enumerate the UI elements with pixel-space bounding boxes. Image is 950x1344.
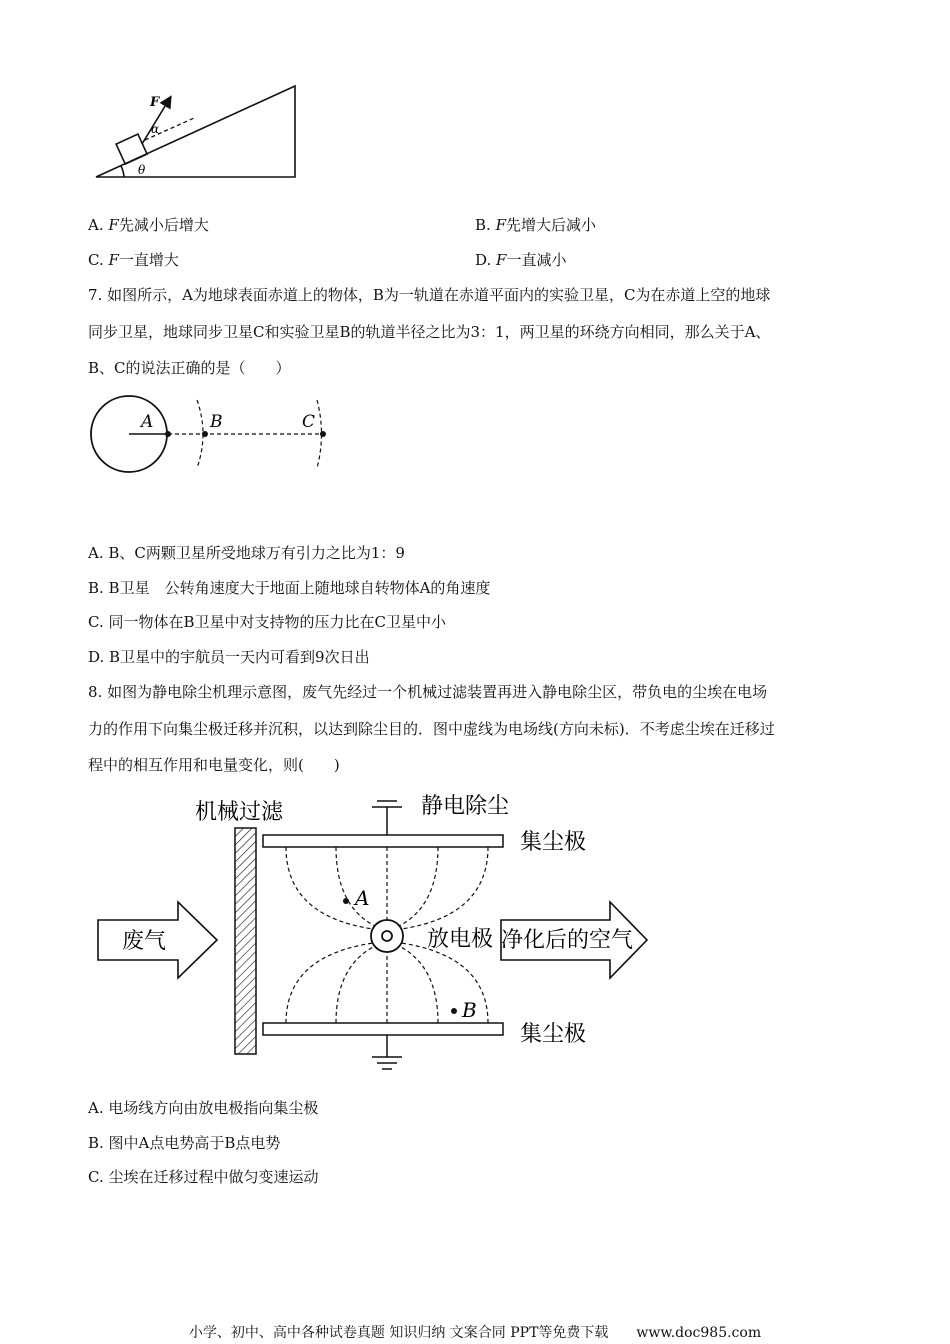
label-clean-air: 净化后的空气 xyxy=(501,928,634,953)
precipitator-figure xyxy=(90,786,670,1086)
label-waste-gas: 废气 xyxy=(122,929,167,954)
label-b: B xyxy=(210,412,223,432)
discharge-electrode-inner xyxy=(382,931,392,941)
point-b xyxy=(451,1008,457,1014)
q7-option-d[interactable]: D. B卫星中的宇航员一天内可看到9次日出 xyxy=(88,648,370,666)
mechanical-filter xyxy=(235,828,256,1054)
point-c xyxy=(320,431,326,437)
label-alpha: α xyxy=(151,122,160,136)
label-a: A xyxy=(355,886,370,910)
label-collector-bottom: 集尘极 xyxy=(520,1022,587,1047)
q6-option-a[interactable]: A. F先减小后增大 xyxy=(88,216,209,234)
label-electrostatic: 静电除尘 xyxy=(421,794,510,819)
q8-option-b[interactable]: B. 图中A点电势高于B点电势 xyxy=(88,1134,281,1152)
label-c: C xyxy=(302,412,316,432)
orbit-figure xyxy=(88,392,338,480)
label-collector-top: 集尘极 xyxy=(520,830,587,855)
label-theta: θ xyxy=(138,163,146,177)
theta-arc xyxy=(121,166,124,177)
collector-plate-bottom xyxy=(263,1023,503,1035)
discharge-electrode-outer xyxy=(371,920,403,952)
block xyxy=(116,134,147,164)
q6-option-d[interactable]: D. F一直减小 xyxy=(475,251,567,269)
footer-text: 小学、初中、高中各种试卷真题 知识归纳 文案合同 PPT等免费下载 www.doc985.com xyxy=(188,1325,762,1341)
label-discharge: 放电极 xyxy=(427,927,494,952)
label-F: F xyxy=(150,95,160,110)
q8-stem-line-3: 程中的相互作用和电量变化，则( ) xyxy=(88,756,340,774)
point-a xyxy=(343,898,349,904)
q7-stem-line-2: 同步卫星，地球同步卫星C和实验卫星B的轨道半径之比为3：1，两卫星的环绕方向相同，那么关于A、 xyxy=(88,323,771,341)
q7-option-a[interactable]: A. B、C两颗卫星所受地球万有引力之比为1：9 xyxy=(88,544,405,562)
q7-stem-line-3: B、C的说法正确的是（ ） xyxy=(88,359,291,377)
q7-option-c[interactable]: C. 同一物体在B卫星中对支持物的压力比在C卫星中小 xyxy=(88,613,446,631)
label-mechanical-filter: 机械过滤 xyxy=(195,800,284,825)
collector-plate-top xyxy=(263,835,503,847)
q6-option-b[interactable]: B. F先增大后减小 xyxy=(475,216,597,234)
incline-figure xyxy=(90,80,305,182)
q8-stem-line-1: 8. 如图为静电除尘机理示意图，废气先经过一个机械过滤装置再进入静电除尘区，带负电的尘埃在电场 xyxy=(88,683,768,701)
label-a: A xyxy=(141,412,154,432)
q8-stem-line-2: 力的作用下向集尘极迁移并沉积，以达到除尘目的．图中虚线为电场线(方向未标)．不考虑尘埃在迁移过 xyxy=(88,720,775,738)
q8-option-a[interactable]: A. 电场线方向由放电极指向集尘极 xyxy=(88,1099,319,1117)
label-b: B xyxy=(462,998,477,1022)
q7-option-b[interactable]: B. B卫星 公转角速度大于地面上随地球自转物体A的角速度 xyxy=(88,579,491,597)
point-a xyxy=(165,431,171,437)
point-b xyxy=(202,431,208,437)
q7-stem-line-1: 7. 如图所示，A为地球表面赤道上的物体，B为一轨道在赤道平面内的实验卫星，C为在赤道上空的地球 xyxy=(88,286,771,304)
q6-option-c[interactable]: C. F一直增大 xyxy=(88,251,179,269)
q8-option-c[interactable]: C. 尘埃在迁移过程中做匀变速运动 xyxy=(88,1168,319,1186)
